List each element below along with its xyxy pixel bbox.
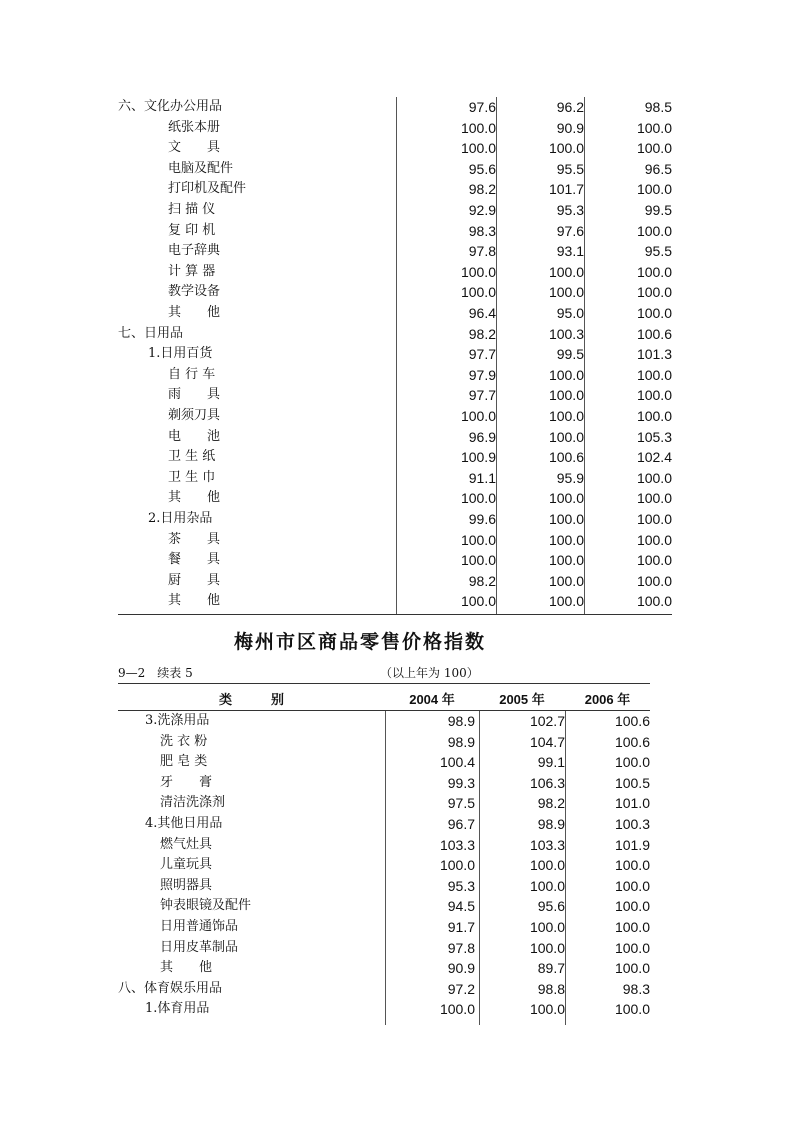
row-label: 卫 生 纸 (168, 449, 216, 465)
value-2005: 106.3 (529, 774, 565, 791)
row-label: 电 池 (168, 428, 221, 444)
value-2006: 100.0 (636, 469, 672, 486)
value-2005: 98.9 (537, 816, 565, 832)
header-2004: 2004 年 (409, 692, 455, 707)
value-2005: 96.2 (556, 99, 584, 115)
row-label: 电脑及配件 (168, 160, 234, 176)
value-2004: 98.9 (447, 713, 475, 729)
value-2006: 98.5 (644, 99, 672, 115)
value-2005: 99.1 (537, 754, 565, 771)
value-2006: 100.0 (636, 490, 672, 507)
row-label: 七、日用品 (118, 325, 184, 341)
row-label: 燃气灶具 (160, 836, 213, 852)
value-2004: 100.4 (439, 754, 475, 771)
value-2006: 100.0 (636, 305, 672, 321)
value-2004: 97.9 (468, 366, 496, 383)
value-2004: 97.2 (447, 980, 475, 997)
value-2006: 100.0 (636, 140, 672, 157)
value-2005: 100.0 (529, 857, 565, 874)
value-2004: 96.9 (468, 428, 496, 445)
value-2005: 100.0 (529, 877, 565, 894)
value-2006: 101.3 (636, 346, 672, 363)
value-2005: 93.1 (556, 243, 584, 260)
value-2004: 100.0 (460, 140, 496, 157)
value-2004: 97.7 (468, 387, 496, 404)
base-note: （以上年为 100） (380, 666, 479, 680)
value-2005: 95.9 (556, 469, 584, 486)
value-2005: 100.0 (529, 1001, 565, 1018)
value-2004: 96.4 (468, 305, 496, 321)
value-2006: 96.5 (644, 160, 672, 177)
table-number: 9—2 续表 5 (118, 666, 193, 680)
value-2006: 100.5 (614, 774, 650, 791)
value-2005: 95.6 (537, 898, 565, 915)
row-label: 日用皮革制品 (160, 939, 239, 955)
row-label: 2.日用杂品 (148, 511, 213, 526)
row-label: 八、体育娱乐用品 (118, 980, 223, 996)
row-label: 洗 衣 粉 (160, 733, 208, 749)
row-label: 六、文化办公用品 (118, 99, 223, 114)
row-label: 茶 具 (168, 531, 221, 547)
value-2004: 100.0 (439, 1001, 475, 1018)
value-2005: 100.0 (548, 490, 584, 507)
value-2004: 98.9 (447, 733, 475, 750)
value-2005: 95.5 (556, 160, 584, 177)
value-2006: 100.0 (636, 263, 672, 280)
value-2006: 95.5 (644, 243, 672, 260)
row-label: 计 算 器 (168, 263, 216, 279)
value-2005: 100.0 (548, 428, 584, 445)
value-2004: 98.2 (468, 572, 496, 589)
row-label: 3.洗涤用品 (145, 713, 210, 728)
row-label: 自 行 车 (168, 366, 216, 382)
row-label: 其 他 (160, 960, 213, 976)
value-2004: 95.6 (468, 160, 496, 177)
value-2006: 100.0 (614, 754, 650, 771)
value-2006: 100.0 (636, 119, 672, 136)
value-2005: 95.0 (556, 305, 584, 321)
value-2006: 100.0 (614, 1001, 650, 1018)
header-top-rule (118, 683, 650, 684)
row-label: 打印机及配件 (168, 181, 247, 197)
value-2006: 100.0 (636, 408, 672, 424)
value-2004: 98.3 (468, 222, 496, 239)
value-2004: 98.2 (468, 325, 496, 342)
value-2006: 100.0 (614, 960, 650, 977)
value-2006: 100.6 (614, 713, 650, 729)
value-2005: 100.0 (548, 263, 584, 280)
value-2004: 100.0 (460, 408, 496, 424)
value-2006: 100.0 (636, 366, 672, 383)
value-2006: 100.6 (614, 733, 650, 750)
value-2005: 103.3 (529, 836, 565, 853)
header-2005: 2005 年 (499, 692, 545, 707)
value-2006: 100.0 (614, 898, 650, 915)
row-label: 文 具 (168, 140, 221, 156)
row-label: 牙 膏 (160, 774, 213, 790)
value-2005: 97.6 (556, 222, 584, 239)
value-2006: 100.0 (636, 531, 672, 548)
value-2005: 100.6 (548, 449, 584, 466)
row-label: 钟表眼镜及配件 (160, 898, 252, 914)
value-2006: 100.0 (614, 857, 650, 874)
value-2005: 100.0 (548, 408, 584, 424)
table-bottom-rule (118, 614, 672, 615)
value-2006: 100.6 (636, 325, 672, 342)
row-label: 其 他 (168, 490, 221, 506)
row-label: 雨 具 (168, 387, 221, 403)
value-2005: 100.3 (548, 325, 584, 342)
value-2004: 91.1 (468, 469, 496, 486)
value-2004: 100.0 (460, 263, 496, 280)
value-2004: 100.0 (460, 531, 496, 548)
value-2005: 100.0 (548, 572, 584, 589)
value-2006: 98.3 (622, 980, 650, 997)
value-2004: 100.0 (460, 490, 496, 507)
value-2006: 100.0 (636, 593, 672, 610)
value-2006: 100.0 (636, 181, 672, 198)
row-label: 1.体育用品 (145, 1001, 210, 1017)
value-2006: 100.0 (636, 572, 672, 589)
value-2006: 100.0 (636, 284, 672, 301)
value-2005: 100.0 (529, 939, 565, 956)
row-label: 扫 描 仪 (168, 202, 216, 217)
value-2005: 102.7 (529, 713, 565, 729)
value-2005: 104.7 (529, 733, 565, 750)
value-2005: 98.8 (537, 980, 565, 997)
value-2004: 96.7 (447, 816, 475, 832)
value-2005: 95.3 (556, 202, 584, 218)
value-2006: 105.3 (636, 428, 672, 445)
row-label: 剃须刀具 (168, 408, 221, 423)
value-2004: 92.9 (468, 202, 496, 218)
row-label: 卫 生 巾 (168, 469, 216, 485)
value-2006: 101.9 (614, 836, 650, 853)
value-2005: 101.7 (548, 181, 584, 198)
value-2005: 100.0 (548, 387, 584, 404)
row-label: 教学设备 (168, 284, 221, 300)
row-label: 复 印 机 (168, 222, 216, 238)
header-category: 类 别 (218, 692, 284, 707)
row-label: 日用普通饰品 (160, 919, 239, 934)
value-2006: 99.5 (644, 202, 672, 218)
value-2004: 99.3 (447, 774, 475, 791)
value-2006: 102.4 (636, 449, 672, 466)
value-2004: 97.8 (447, 939, 475, 956)
value-2004: 98.2 (468, 181, 496, 198)
value-2005: 100.0 (548, 511, 584, 527)
row-label: 纸张本册 (168, 119, 221, 135)
row-label: 其 他 (168, 593, 221, 609)
value-2005: 100.0 (548, 552, 584, 569)
value-2006: 100.0 (614, 939, 650, 956)
value-2006: 100.0 (636, 387, 672, 404)
value-2004: 103.3 (439, 836, 475, 853)
value-2004: 97.6 (468, 99, 496, 115)
value-2006: 101.0 (614, 795, 650, 812)
row-label: 清洁洗涤剂 (160, 795, 226, 811)
value-2005: 100.0 (548, 284, 584, 301)
value-2006: 100.0 (614, 877, 650, 894)
value-2004: 94.5 (447, 898, 475, 915)
row-label: 照明器具 (160, 877, 213, 893)
row-label: 4.其他日用品 (145, 816, 223, 831)
value-2005: 100.0 (548, 593, 584, 610)
value-2004: 100.0 (460, 119, 496, 136)
value-2004: 97.5 (447, 795, 475, 812)
value-2004: 100.0 (460, 284, 496, 301)
row-label: 肥 皂 类 (160, 754, 208, 770)
value-2004: 97.7 (468, 346, 496, 363)
value-2006: 100.3 (614, 816, 650, 832)
row-label: 其 他 (168, 305, 221, 320)
value-2004: 95.3 (447, 877, 475, 894)
column-divider (396, 97, 397, 614)
row-label: 电子辞典 (168, 243, 221, 259)
value-2005: 100.0 (548, 366, 584, 383)
value-2005: 100.0 (548, 140, 584, 157)
value-2006: 100.0 (636, 222, 672, 239)
value-2004: 99.6 (468, 511, 496, 527)
value-2004: 100.0 (460, 593, 496, 610)
value-2005: 99.5 (556, 346, 584, 363)
value-2004: 100.0 (460, 552, 496, 569)
value-2004: 97.8 (468, 243, 496, 260)
row-label: 厨 具 (168, 572, 221, 588)
row-label: 餐 具 (168, 552, 221, 568)
value-2005: 100.0 (529, 919, 565, 935)
row-label: 儿童玩具 (160, 857, 213, 873)
value-2005: 98.2 (537, 795, 565, 812)
header-2006: 2006 年 (584, 692, 631, 707)
value-2006: 100.0 (636, 552, 672, 569)
value-2004: 100.9 (460, 449, 496, 466)
value-2005: 100.0 (548, 531, 584, 548)
value-2004: 100.0 (439, 857, 475, 874)
value-2005: 90.9 (556, 119, 584, 136)
value-2006: 100.0 (614, 919, 650, 935)
row-label: 1.日用百货 (148, 346, 213, 362)
value-2004: 90.9 (447, 960, 475, 977)
value-2006: 100.0 (636, 511, 672, 527)
value-2005: 89.7 (537, 960, 565, 977)
value-2004: 91.7 (447, 919, 475, 935)
page-title: 梅州市区商品零售价格指数 (233, 631, 486, 653)
